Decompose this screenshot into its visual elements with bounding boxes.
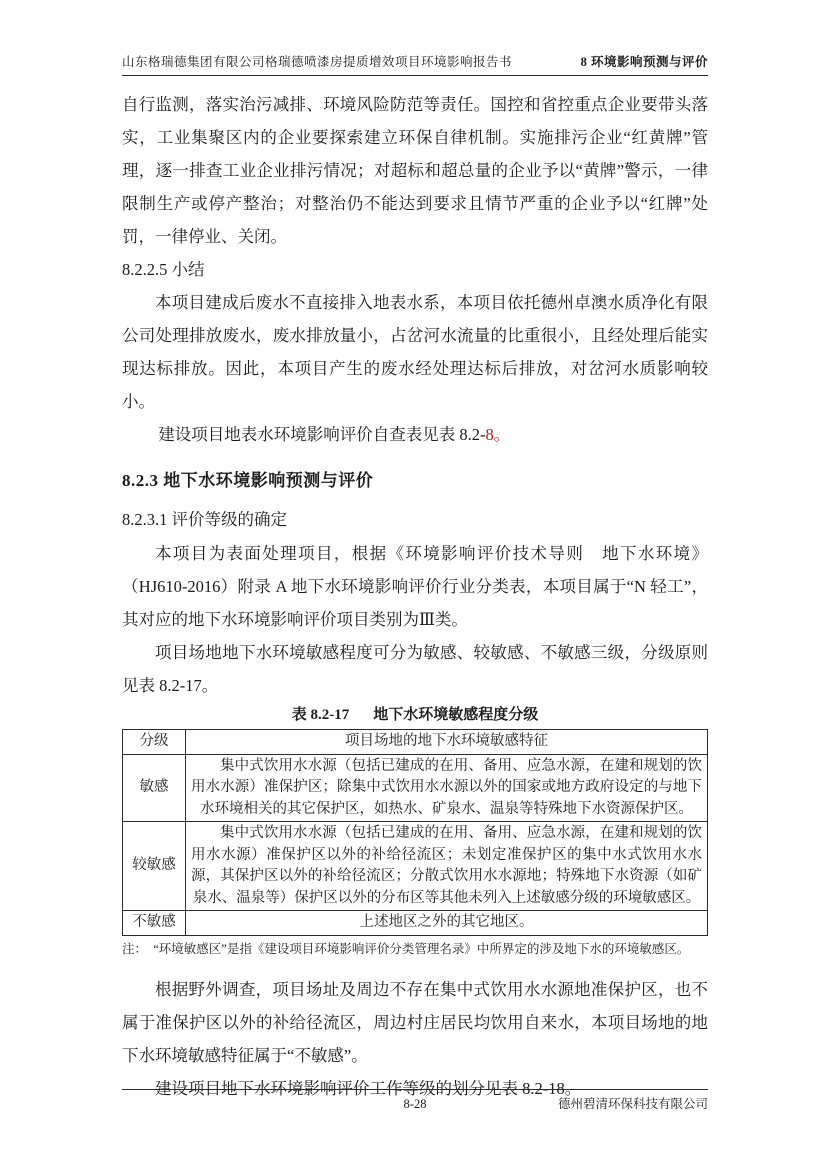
table-ref-text: 建设项目地表水环境影响评价自查表见表 8.2- [158, 425, 486, 444]
page-header [122, 54, 708, 76]
footer-company-name: 德州碧清环保科技有限公司 [557, 1097, 708, 1111]
row-feature-not-sensitive: 上述地区之外的其它地区。 [186, 911, 708, 936]
row-feature-sensitive: 集中式饮用水水源（包括已建成的在用、备用、应急水源，在建和规划的饮用水水源）准保护区；除集中式饮用水水源以外的国家或地方政府设定的与地下水环境相关的其它保护区，如热水、矿泉水、温泉等特殊地下水资源保护区。 [186, 754, 708, 822]
row-level-not-sensitive: 不敏感 [123, 911, 186, 936]
column-header-level: 分级 [123, 730, 186, 755]
heading-8-2-3: 8.2.3 地下水环境影响预测与评价 [122, 471, 374, 490]
table-header-row [123, 730, 708, 755]
paragraph-sensitivity-levels: 项目场地地下水环境敏感程度可分为敏感、较敏感、不敏感三级，分级原则见表 8.2-17。 [122, 643, 708, 695]
table-row [123, 911, 708, 936]
sensitivity-table [122, 729, 708, 936]
paragraph-evaluation-level: 本项目为表面处理项目，根据《环境影响评价技术导则 地下水环境》（HJ610-2016）附录 A 地下水环境影响评价行业分类表，本项目属于“N 轻工”，其对应的地下水环境影响评价项目类别为Ⅲ类。 [122, 544, 708, 629]
row-level-sensitive: 敏感 [123, 754, 186, 822]
paragraph-work-level: 建设项目地下水环境影响评价工作等级的划分见表 8.2-18。 [155, 1078, 582, 1098]
page-content [122, 88, 708, 1105]
table-row [123, 822, 708, 911]
heading-8-2-3-1: 8.2.3.1 评价等级的确定 [122, 510, 287, 529]
footer-page-number: 8-28 [403, 1097, 427, 1111]
row-feature-less-sensitive: 集中式饮用水水源（包括已建成的在用、备用、应急水源，在建和规划的饮用水水源）准保护区以外的补给径流区；未划定准保护区的集中水式饮用水水源，其保护区以外的补给径流区；分散式饮用水水源地；特殊地下水资源（如矿泉水、温泉等）保护区以外的分布区等其他未列入上述敏感分级的环境敏感区。 [186, 822, 708, 911]
table-ref-red-text: 8。 [485, 425, 511, 444]
table-note: 注： “环境敏感区”是指《建设项目环境影响评价分类管理名录》中所界定的涉及地下水的环境敏感区。 [122, 941, 690, 956]
header-chapter-title: 8 环境影响预测与评价 [580, 55, 708, 69]
paragraph-table-ref [122, 418, 708, 451]
heading-8-2-2-5: 8.2.2.5 小结 [122, 260, 205, 279]
column-header-feature: 项目场地的地下水环境敏感特征 [186, 730, 708, 755]
page-footer [122, 1089, 708, 1112]
table-caption-title: 地下水环境敏感程度分级 [373, 707, 539, 723]
paragraph-summary: 本项目建成后废水不直接排入地表水系，本项目依托德州卓澳水质净化有限公司处理排放废水，废水排放量小，占岔河水流量的比重很小，且经处理后能实现达标排放。因此，本项目产生的废水经处理达标后排放，对岔河水质影响较小。 [122, 293, 708, 411]
table-row [123, 754, 708, 822]
table-caption-label: 表 8.2-17 [291, 707, 350, 723]
header-doc-title: 山东格瑞德集团有限公司格瑞德喷漆房提质增效项目环境影响报告书 [122, 55, 513, 69]
row-level-less-sensitive: 较敏感 [123, 822, 186, 911]
table-caption [122, 703, 708, 727]
paragraph-continuation: 自行监测，落实治污减排、环境风险防范等责任。国控和省控重点企业要带头落实，工业集聚区内的企业要探索建立环保自律机制。实施排污企业“红黄牌”管理，逐一排查工业企业排污情况；对超标和超总量的企业予以“黄牌”警示，一律限制生产或停产整治；对整治仍不能达到要求且情节严重的企业予以“红牌”处罚，一律停业、关闭。 [122, 95, 708, 246]
paragraph-field-survey: 根据野外调查，项目场址及周边不存在集中式饮用水水源地准保护区，也不属于准保护区以外的补给径流区，周边村庄居民均饮用自来水，本项目场地的地下水环境敏感特征属于“不敏感”。 [122, 979, 708, 1065]
